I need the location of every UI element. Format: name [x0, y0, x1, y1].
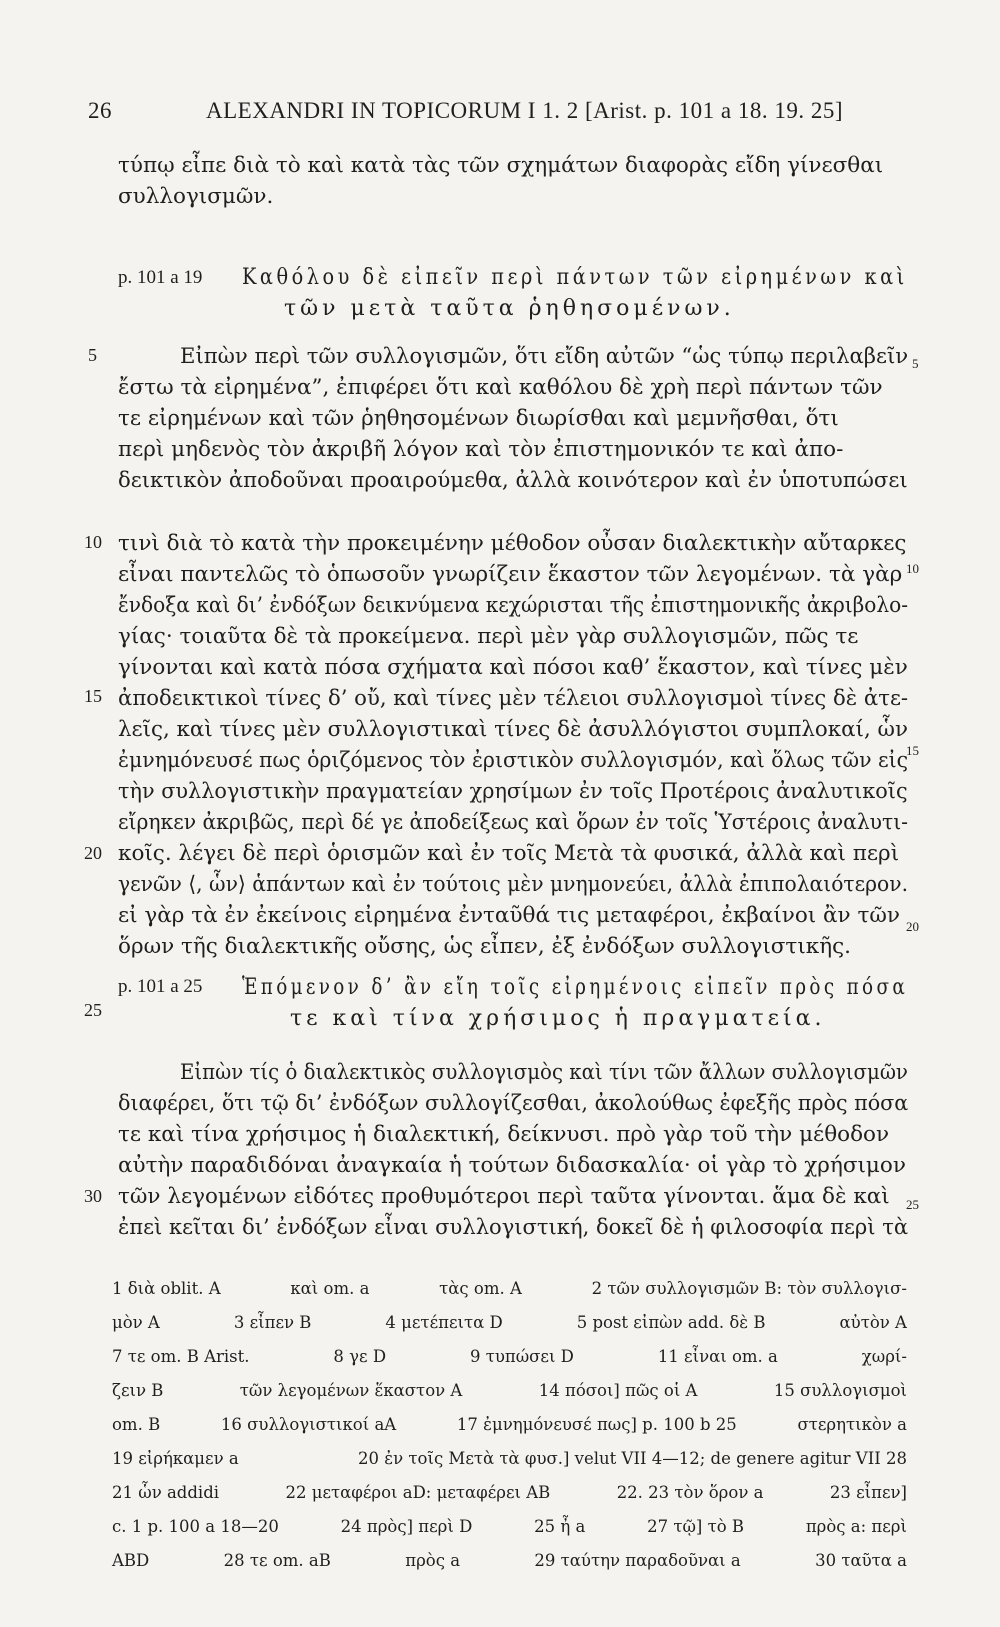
apparatus-line	[112, 1380, 907, 1402]
text-line: τε καὶ τίνα χρήσιμος ἡ διαλεκτική, δείκνυσι. πρὸ γὰρ τοῦ τὴν μέθοδον	[118, 1122, 890, 1147]
apparatus-entry: στερητικὸν a	[797, 1415, 907, 1434]
text-line: τὴν συλλογιστικὴν πραγματείαν χρησίμων ἐν τοῖς Προτέροις ἀναλυτικοῖς	[118, 779, 908, 804]
apparatus-entry: τῶν λεγομένων ἕκαστον A	[239, 1381, 463, 1400]
text-line: γίνονται καὶ κατὰ πόσα σχήματα καὶ πόσοι καθ’ ἕκαστον, καὶ τίνες μὲν	[118, 655, 908, 680]
apparatus-entry: 2 τῶν συλλογισμῶν B: τὸν συλλογισ-	[591, 1279, 907, 1298]
apparatus-entry: 22. 23 τὸν ὅρον a	[616, 1483, 764, 1502]
apparatus-entry: 19 εἰρήκαμεν a	[112, 1449, 239, 1468]
line-number: 20	[906, 919, 919, 934]
apparatus-entry: 5 post εἰπὼν add. δὲ B	[576, 1313, 766, 1332]
apparatus-entry: 24 πρὸς] περὶ D	[340, 1517, 473, 1536]
page-reference: p. 101 a 19	[118, 267, 203, 288]
apparatus-line	[112, 1346, 907, 1368]
page-number: 26	[88, 98, 112, 123]
text-line: δεικτικὸν ἀποδοῦναι προαιρούμεθα, ἀλλὰ κοινότερον καὶ ἐν ὑποτυπώσει	[118, 468, 908, 493]
text-line: περὶ μηδενὸς τὸν ἀκριβῆ λόγον καὶ τὸν ἐπιστημονικόν τε καὶ ἀπο-	[118, 437, 844, 462]
apparatus-entry: 7 τε om. B Arist.	[112, 1347, 250, 1366]
apparatus-entry: 14 πόσοι] πῶς οἱ A	[538, 1381, 698, 1400]
apparatus-entry: om. B	[112, 1415, 161, 1434]
text-line: ὅρων τῆς διαλεκτικῆς οὔσης, ὡς εἶπεν, ἐξ ἐνδόξων συλλογιστικῆς.	[118, 934, 851, 959]
apparatus-entry: τὰς om. A	[439, 1279, 522, 1298]
apparatus-entry: πρὸς a: περὶ	[805, 1517, 907, 1536]
apparatus-entry: καὶ om. a	[290, 1279, 370, 1298]
text-line: τινὶ διὰ τὸ κατὰ τὴν προκειμένην μέθοδον οὖσαν διαλεκτικὴν αὔταρκες	[118, 531, 907, 556]
apparatus-entry: 29 ταύτην παραδοῦναι a	[534, 1551, 741, 1570]
apparatus-entry: 28 τε om. aB	[223, 1551, 331, 1570]
text-line: γενῶν ⟨, ὧν⟩ ἁπάντων καὶ ἐν τούτοις μὲν μνημονεύει, ἀλλὰ ἐπιπολαιότερον.	[118, 872, 909, 897]
text-line: Εἰπὼν περὶ τῶν συλλογισμῶν, ὅτι εἴδη αὐτῶν “ὡς τύπῳ περιλαβεῖν	[180, 344, 909, 369]
line-number: 15	[84, 686, 102, 706]
apparatus-entry: μὸν A	[112, 1313, 160, 1332]
line-number: 30	[84, 1186, 102, 1206]
lemma-line: τε καὶ τίνα χρήσιμος ἡ πραγματεία.	[290, 1006, 826, 1031]
apparatus-line	[112, 1278, 907, 1300]
apparatus-entry: 16 συλλογιστικοί aA	[220, 1415, 397, 1434]
apparatus-line	[112, 1312, 907, 1334]
text-line: ἔνδοξα καὶ δι’ ἐνδόξων δεικνύμενα κεχώρισται τῆς ἐπιστημονικῆς ἀκριβολο-	[118, 593, 909, 618]
text-line: διαφέρει, ὅτι τῷ δι’ ἐνδόξων συλλογίζεσθαι, ἀκολούθως ἐφεξῆς πρὸς πόσα	[118, 1091, 909, 1116]
text-line: εἴρηκεν ἀκριβῶς, περὶ δέ γε ἀποδείξεως καὶ ὅρων ἐν τοῖς Ὑστέροις ἀναλυτι-	[118, 810, 909, 835]
apparatus-line	[112, 1448, 907, 1470]
apparatus-entry: 1 διὰ oblit. A	[112, 1279, 221, 1298]
apparatus-entry: 8 γε D	[333, 1347, 387, 1366]
apparatus-entry: 21 ὧν addidi	[112, 1483, 220, 1502]
text-line: συλλογισμῶν.	[118, 184, 274, 209]
apparatus-entry: ζειν B	[112, 1381, 164, 1400]
text-line: ἔστω τὰ εἰρημένα”, ἐπιφέρει ὅτι καὶ καθόλου δὲ χρὴ περὶ πάντων τῶν	[118, 375, 883, 400]
apparatus-entry: 17 ἐμνημόνευσέ πως] p. 100 b 25	[456, 1415, 737, 1434]
line-number: 5	[912, 356, 919, 371]
text-line: ἐπεὶ κεῖται δι’ ἐνδόξων εἶναι συλλογιστική, δοκεῖ δὲ ἡ φιλοσοφία περὶ τὰ	[118, 1215, 909, 1240]
text-line: τε εἰρημένων καὶ τῶν ῥηθησομένων διωρίσθαι καὶ μεμνῆσθαι, ὅτι	[118, 406, 839, 431]
apparatus-line	[112, 1482, 907, 1504]
apparatus-entry: χωρί-	[861, 1347, 907, 1366]
apparatus-entry: 11 εἶναι om. a	[657, 1347, 778, 1366]
line-number: 15	[906, 743, 919, 758]
text-line: αὐτὴν παραδιδόναι ἀναγκαία ἡ τούτων διδασκαλία· οἱ γὰρ τὸ χρήσιμον	[118, 1153, 906, 1178]
apparatus-line	[112, 1550, 907, 1572]
apparatus-entry: 27 τῷ] τὸ B	[647, 1517, 745, 1536]
running-title: ALEXANDRI IN TOPICORUM I 1. 2 [Arist. p. 101 a 18. 19. 25]	[206, 98, 843, 123]
text-line: τῶν λεγομένων εἰδότες προθυμότεροι περὶ ταῦτα γίνονται. ἅμα δὲ καὶ	[118, 1184, 890, 1209]
text-line: τύπῳ εἶπε διὰ τὸ καὶ κατὰ τὰς τῶν σχημάτων διαφορὰς εἴδη γίνεσθαι	[118, 153, 884, 178]
line-number: 25	[906, 1197, 919, 1212]
lemma-line: Καθόλου δὲ εἰπεῖν περὶ πάντων τῶν εἰρημένων καὶ	[242, 265, 908, 290]
text-line: γίας· τοιαῦτα δὲ τὰ προκείμενα. περὶ μὲν γὰρ συλλογισμῶν, πῶς τε	[118, 624, 859, 649]
apparatus-entry: 23 εἶπεν]	[829, 1483, 907, 1502]
apparatus-entry: 25 ἦ a	[534, 1517, 586, 1536]
apparatus-line	[112, 1516, 907, 1538]
apparatus-entry: 4 μετέπειτα D	[385, 1313, 503, 1332]
line-number: 10	[84, 532, 102, 552]
text-line: λεῖς, καὶ τίνες μὲν συλλογιστικαὶ τίνες δὲ ἀσυλλόγιστοι συμπλοκαί, ὧν	[118, 717, 908, 742]
lemma-line: τῶν μετὰ ταῦτα ῥηθησομένων.	[284, 296, 735, 321]
apparatus-entry: πρὸς a	[405, 1551, 461, 1570]
apparatus-entry: c. 1 p. 100 a 18—20	[112, 1517, 279, 1536]
text-line: ἐμνημόνευσέ πως ὁριζόμενος τὸν ἐριστικὸν συλλογισμόν, καὶ ὅλως τῶν εἰς	[118, 748, 909, 773]
page-reference: p. 101 a 25	[118, 976, 203, 997]
line-number: 20	[84, 843, 102, 863]
text-line: εἰ γὰρ τὰ ἐν ἐκείνοις εἰρημένα ἐνταῦθά τις μεταφέροι, ἐκβαίνοι ἂν τῶν	[118, 903, 900, 928]
apparatus-line	[112, 1414, 907, 1436]
apparatus-entry: 3 εἶπεν B	[233, 1313, 312, 1332]
apparatus-entry: 30 ταῦτα a	[815, 1551, 907, 1570]
text-line: ἀποδεικτικοὶ τίνες δ’ οὔ, καὶ τίνες μὲν τέλειοι συλλογισμοὶ τίνες δὲ ἀτε-	[118, 686, 909, 711]
line-number: 25	[84, 1000, 102, 1020]
apparatus-entry: ABD	[112, 1551, 150, 1570]
text-line: εἶναι παντελῶς τὸ ὁπωσοῦν γνωρίζειν ἕκαστον τῶν λεγομένων. τὰ γὰρ	[118, 562, 903, 587]
lemma-line: Ἑπόμενον δ’ ἂν εἴη τοῖς εἰρημένοις εἰπεῖν πρὸς πόσα	[242, 975, 909, 1000]
apparatus-entry: 20 ἐν τοῖς Μετὰ τὰ φυσ.] velut VII 4—12; de genere agitur VII 28	[358, 1449, 907, 1468]
line-number: 5	[88, 345, 97, 365]
text-line: Εἰπὼν τίς ὁ διαλεκτικὸς συλλογισμὸς καὶ τίνι τῶν ἄλλων συλλογισμῶν	[180, 1060, 908, 1085]
line-number: 10	[906, 561, 919, 576]
apparatus-entry: 22 μεταφέροι aD: μεταφέρει AB	[285, 1483, 551, 1502]
apparatus-entry: 9 τυπώσει D	[469, 1347, 574, 1366]
text-line: κοῖς. λέγει δὲ περὶ ὁρισμῶν καὶ ἐν τοῖς Μετὰ τὰ φυσικά, ἀλλὰ καὶ περὶ	[118, 841, 900, 866]
apparatus-entry: αὐτὸν A	[839, 1313, 907, 1332]
apparatus-entry: 15 συλλογισμοὶ	[773, 1381, 907, 1400]
